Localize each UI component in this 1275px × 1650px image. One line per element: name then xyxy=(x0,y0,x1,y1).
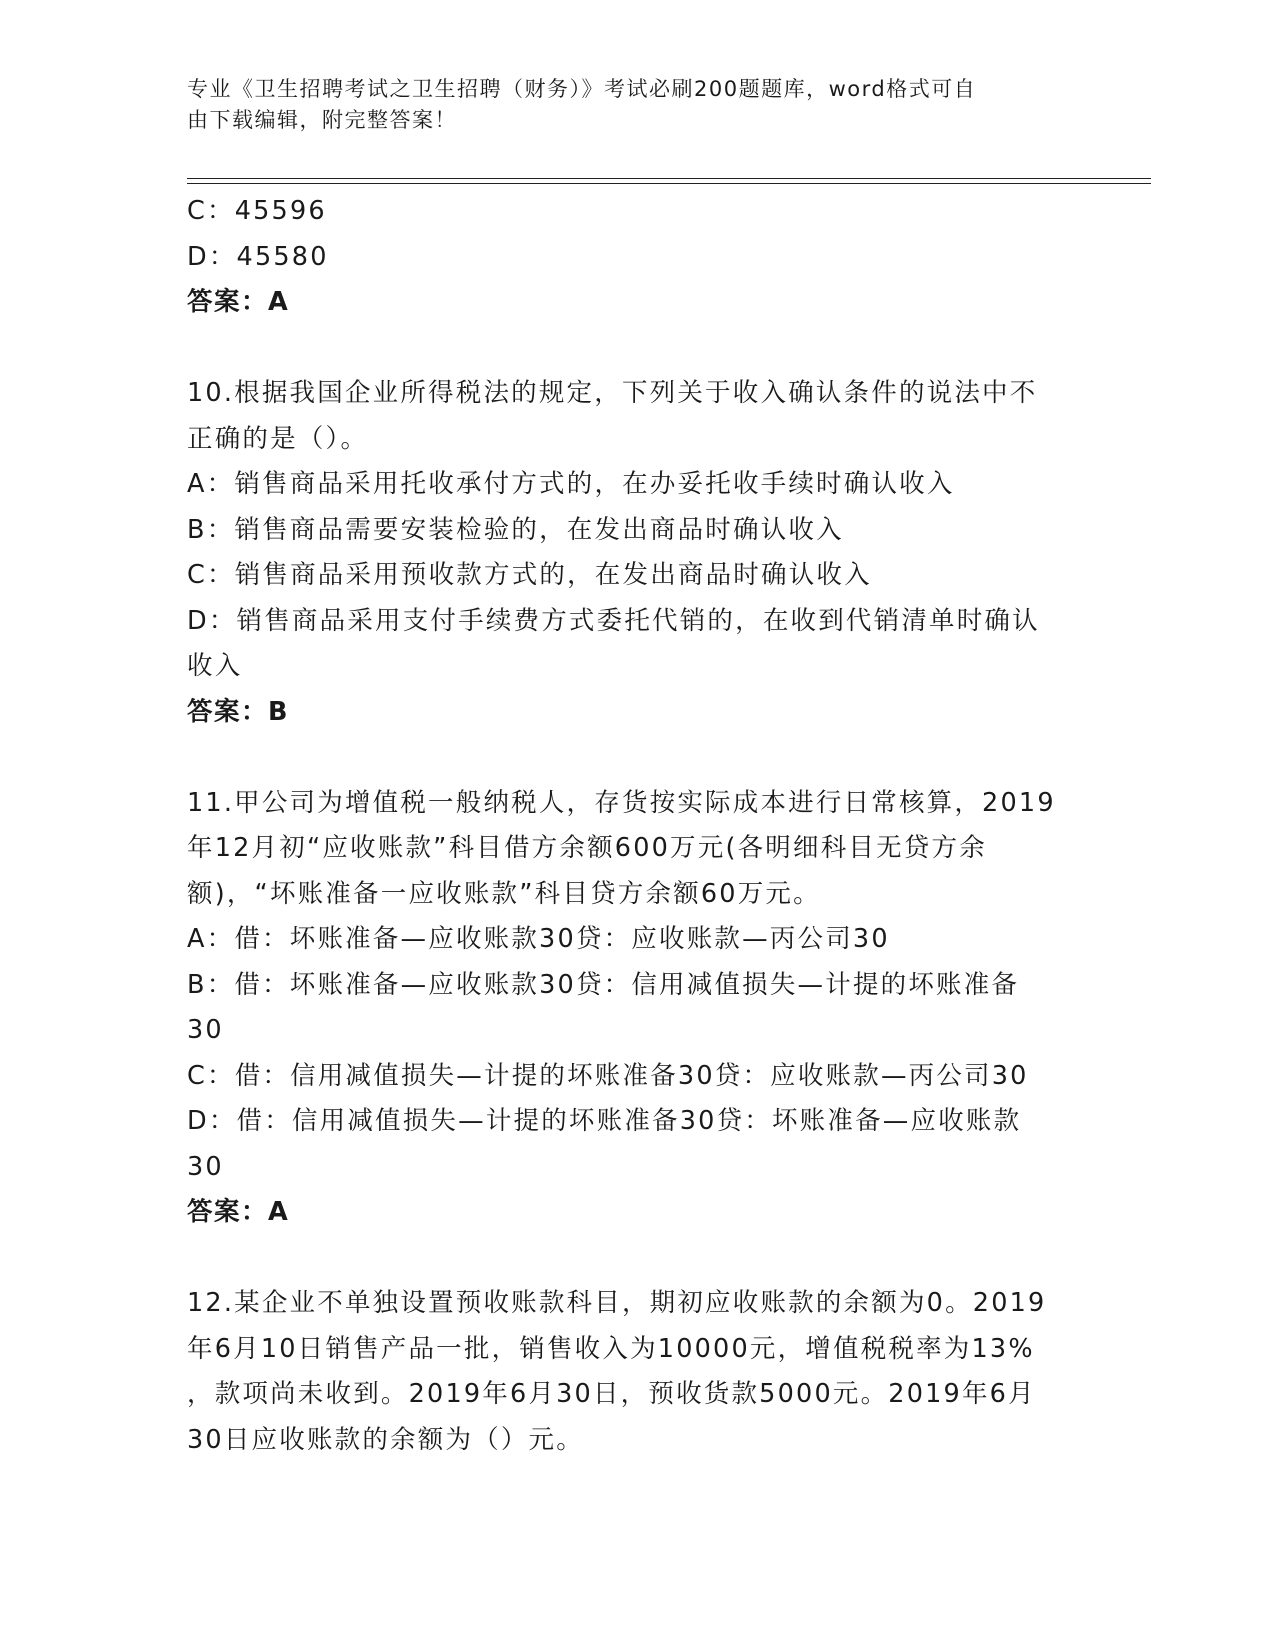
question-stem: 30日应收账款的余额为（）元。 xyxy=(187,1424,584,1455)
question-12 xyxy=(187,1281,1087,1463)
header-line-1: 专业《卫生招聘考试之卫生招聘（财务）》考试必刷200题题库，word格式可自 xyxy=(187,77,977,101)
header-divider-top xyxy=(187,178,1151,179)
question-10 xyxy=(187,371,1087,735)
spacer xyxy=(187,735,1087,781)
option-d-continued: 收入 xyxy=(187,651,243,681)
option-d-continued: 30 xyxy=(187,1151,224,1182)
option-c: C：借：信用减值损失—计提的坏账准备30贷：应收账款—丙公司30 xyxy=(187,1060,1029,1091)
spacer xyxy=(187,326,1087,372)
question-stem: 年6月10日销售产品一批，销售收入为10000元，增值税税率为13% xyxy=(187,1333,1035,1364)
answer: 答案：A xyxy=(187,1197,290,1227)
question-stem: 10.根据我国企业所得税法的规定，下列关于收入确认条件的说法中不 xyxy=(187,378,1038,408)
option-b: B：销售商品需要安装检验的，在发出商品时确认收入 xyxy=(187,514,844,545)
option-a: A：销售商品采用托收承付方式的，在办妥托收手续时确认收入 xyxy=(187,469,955,499)
option-d: D：45580 xyxy=(187,241,329,272)
option-b-continued: 30 xyxy=(187,1015,224,1045)
document-body xyxy=(187,189,1087,1463)
answer: 答案：A xyxy=(187,287,290,317)
question-stem: ，款项尚未收到。2019年6月30日，预收货款5000元。2019年6月 xyxy=(187,1379,1036,1409)
option-c: C：销售商品采用预收款方式的，在发出商品时确认收入 xyxy=(187,560,872,590)
document-header xyxy=(187,74,1067,136)
header-divider-bottom xyxy=(187,183,1151,184)
header-line-2: 由下载编辑，附完整答案！ xyxy=(187,108,457,132)
question-stem: 11.甲公司为增值税一般纳税人，存货按实际成本进行日常核算，2019 xyxy=(187,787,1056,818)
option-a: A：借：坏账准备—应收账款30贷：应收账款—丙公司30 xyxy=(187,924,890,954)
answer: 答案：B xyxy=(187,696,289,727)
question-stem: 正确的是（）。 xyxy=(187,423,369,454)
question-stem: 12.某企业不单独设置预收账款科目，期初应收账款的余额为0。2019 xyxy=(187,1288,1047,1318)
spacer xyxy=(187,1236,1087,1282)
option-d: D：借：信用减值损失—计提的坏账准备30贷：坏账准备—应收账款 xyxy=(187,1106,1022,1136)
option-d: D：销售商品采用支付手续费方式委托代销的，在收到代销清单时确认 xyxy=(187,605,1040,636)
option-c: C：45596 xyxy=(187,196,327,226)
question-stem: 年12月初“应收账款”科目借方余额600万元(各明细科目无贷方余 xyxy=(187,833,987,863)
question-11 xyxy=(187,781,1087,1236)
option-b: B：借：坏账准备—应收账款30贷：信用减值损失—计提的坏账准备 xyxy=(187,969,1020,1000)
question-stem: 额)，“坏账准备一应收账款”科目贷方余额60万元。 xyxy=(187,878,821,909)
question-9-tail xyxy=(187,189,1087,326)
